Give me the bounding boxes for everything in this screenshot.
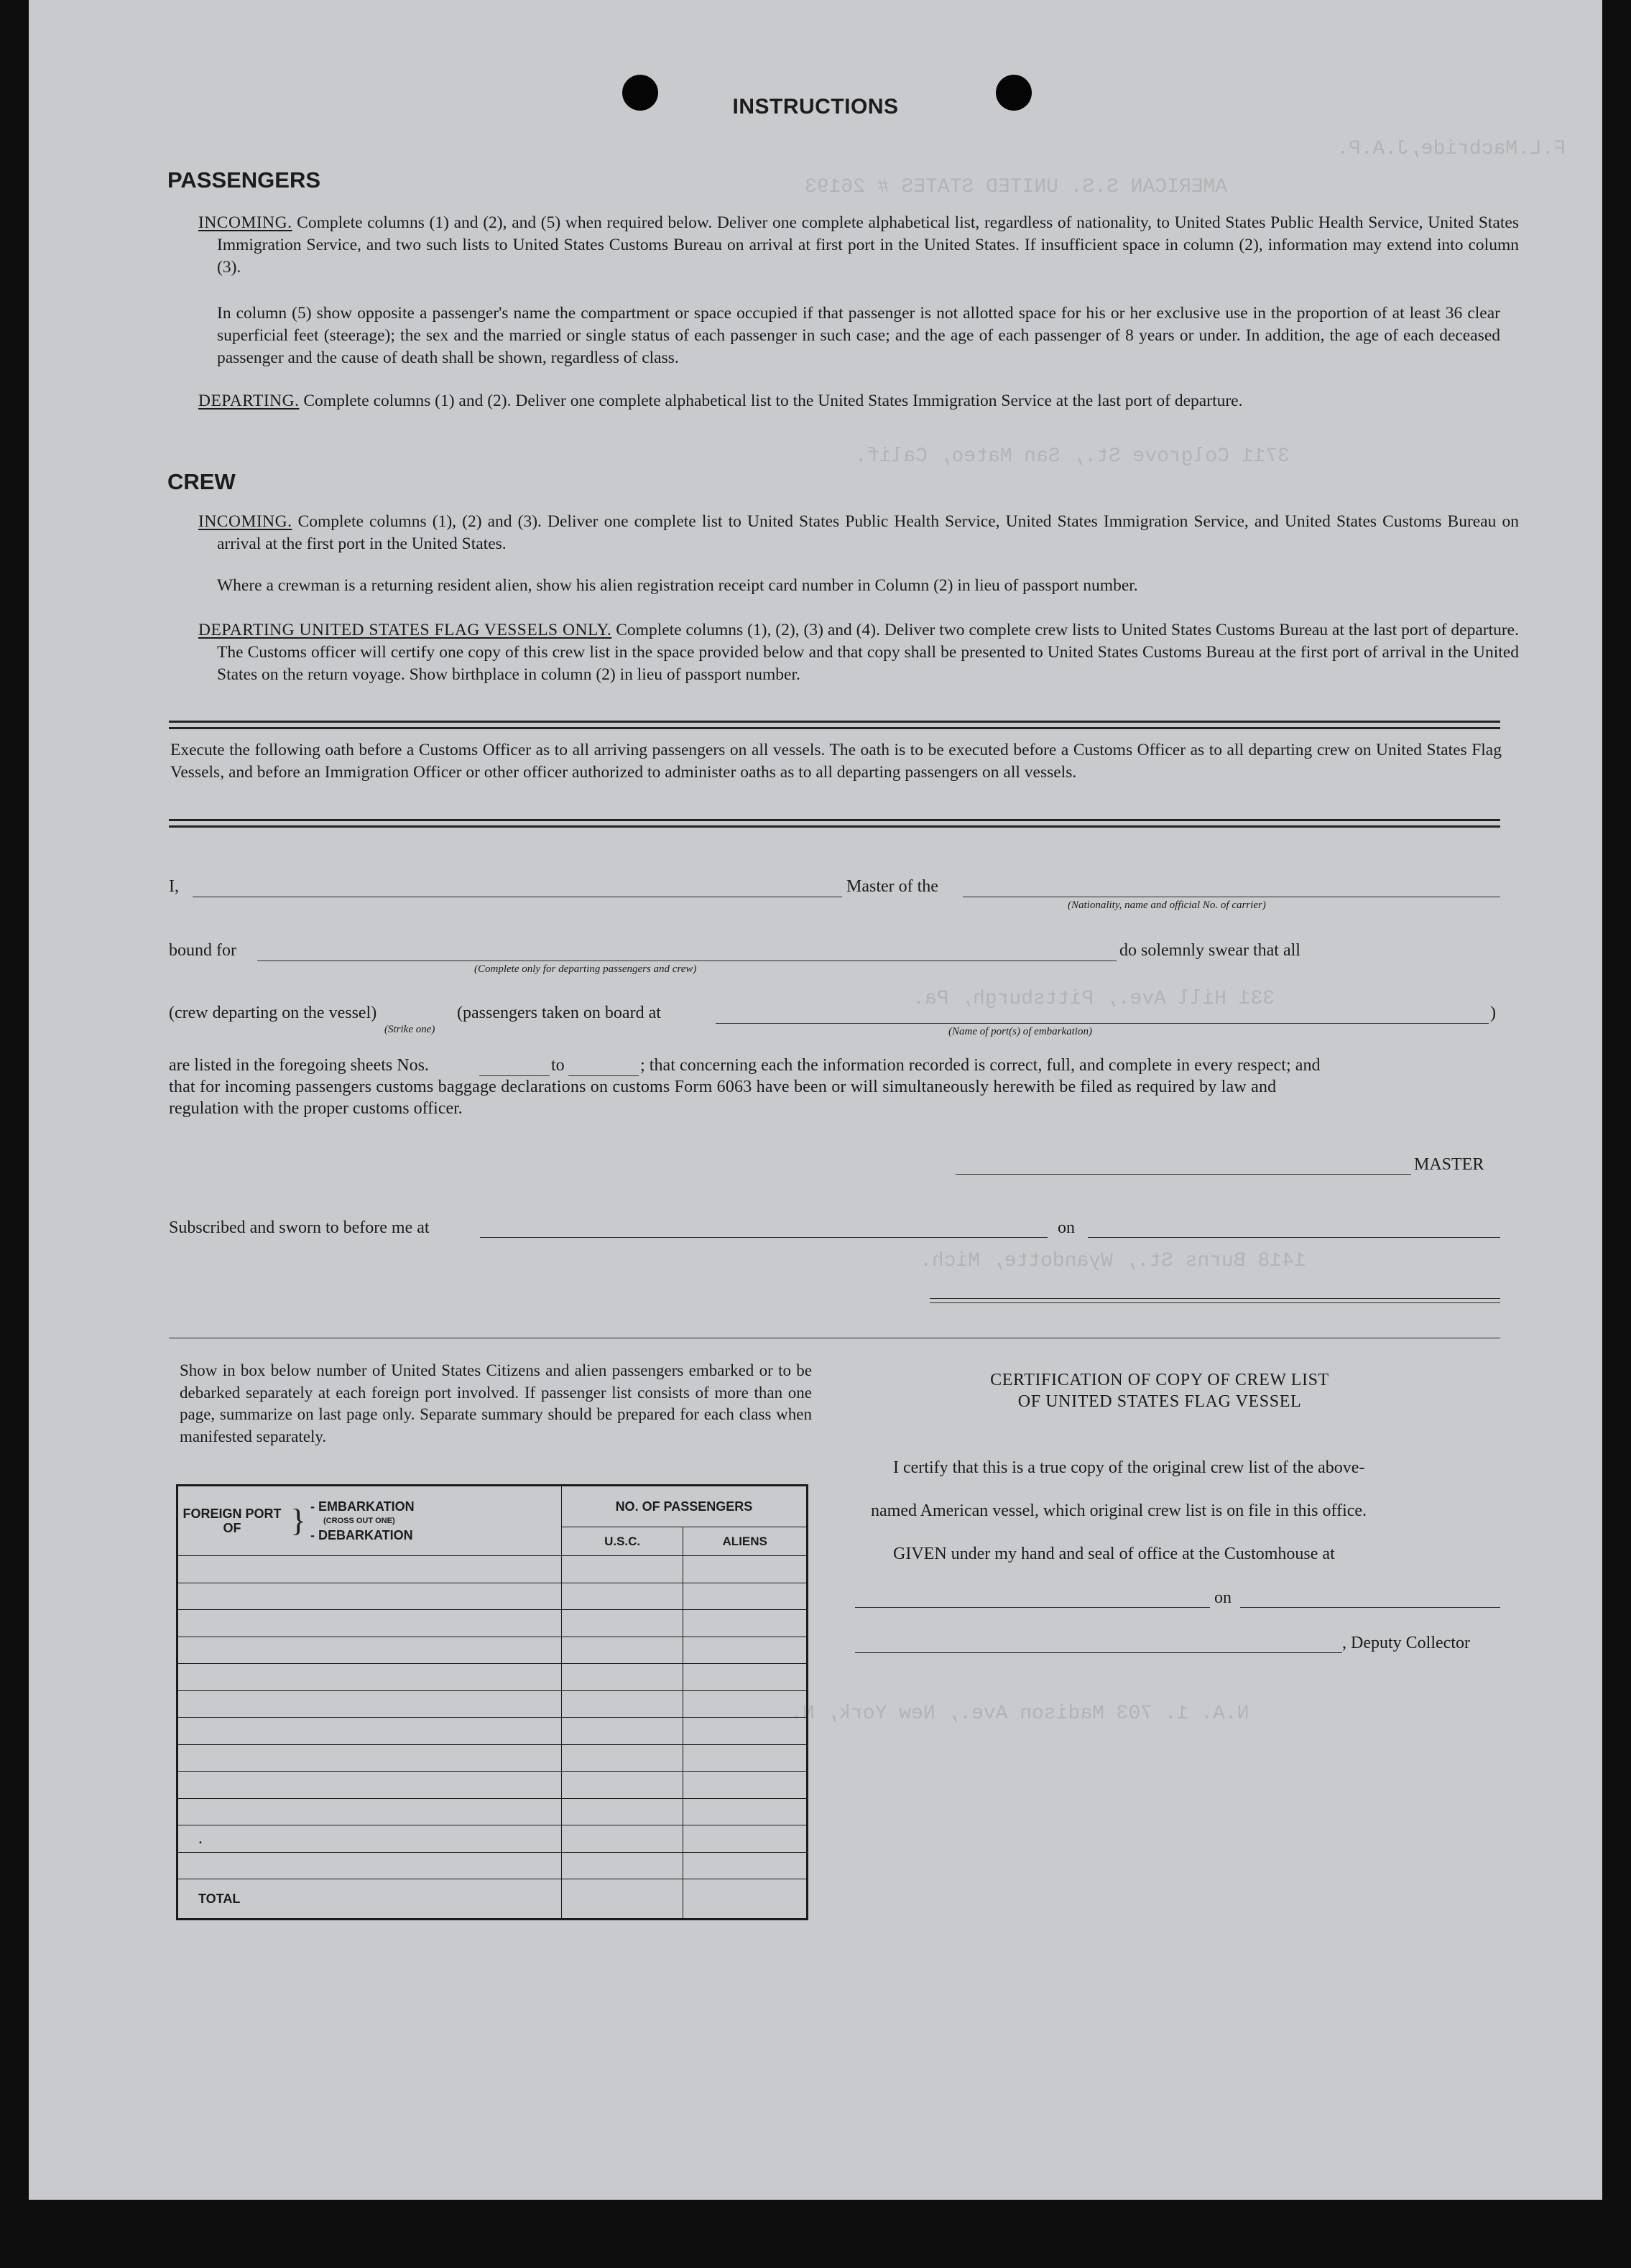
summary-row	[177, 1798, 808, 1825]
section-divider	[169, 819, 1500, 828]
show-through-text: AMERICAN S.S. UNITED STATES # 26193	[805, 176, 1228, 198]
total-aliens-cell[interactable]	[683, 1879, 808, 1920]
summary-port-cell[interactable]	[177, 1798, 562, 1825]
summary-port-cell[interactable]	[177, 1664, 562, 1691]
debarkation-option[interactable]: - DEBARKATION	[310, 1528, 413, 1542]
summary-usc-cell[interactable]	[561, 1825, 683, 1853]
document-page	[29, 0, 1602, 2200]
summary-usc-cell[interactable]	[561, 1664, 683, 1691]
summary-port-cell[interactable]	[177, 1610, 562, 1637]
show-through-text: 3711 Colgrove St., San Mateo, Calif.	[855, 445, 1290, 468]
summary-row	[177, 1637, 808, 1664]
summary-row	[177, 1825, 808, 1853]
summary-usc-cell[interactable]	[561, 1772, 683, 1799]
sworn-on-label: on	[1058, 1218, 1075, 1237]
embarkation-option[interactable]: - EMBARKATION	[310, 1499, 415, 1514]
column5-paragraph: In column (5) show opposite a passenger's name the compartment or space occupied if that passenger is not allotted space for his or her exclusive use in the proportion of at least 36 clear superficial feet (steerage); the sex and the married or single status of each passenger in such case; and the age of each passenger of 8 years or under. In addition, the age of each deceased passenger and the cause of death shall be shown, regardless of class.	[217, 304, 1500, 367]
total-label: TOTAL	[177, 1879, 562, 1920]
section-divider	[169, 721, 1500, 729]
summary-port-cell[interactable]	[177, 1556, 562, 1583]
sworn-place-line[interactable]	[480, 1237, 1048, 1238]
summary-usc-cell[interactable]	[561, 1637, 683, 1664]
strike-one-caption: (Strike one)	[384, 1024, 435, 1035]
oath-i-label: I,	[169, 877, 179, 896]
summary-row	[177, 1664, 808, 1691]
swear-label: do solemnly swear that all	[1119, 941, 1300, 960]
summary-aliens-cell[interactable]	[683, 1690, 808, 1718]
summary-port-cell[interactable]	[177, 1583, 562, 1610]
summary-port-cell[interactable]	[177, 1690, 562, 1718]
crew-resident-paragraph: Where a crewman is a returning resident alien, show his alien registration receipt card number in Column (2) in lieu of passport number.	[217, 576, 1138, 595]
summary-aliens-cell[interactable]	[683, 1664, 808, 1691]
sheet-to-line[interactable]	[568, 1075, 639, 1076]
ports-caption: (Name of port(s) of embarkation)	[948, 1026, 1092, 1037]
listed-text: ; that concerning each the information recorded is correct, full, and complete in every respect; and	[640, 1056, 1321, 1075]
deputy-collector-label: , Deputy Collector	[1342, 1634, 1470, 1652]
summary-usc-cell[interactable]	[561, 1583, 683, 1610]
officer-signature-line	[930, 1302, 1500, 1303]
customhouse-line[interactable]	[855, 1607, 1210, 1608]
summary-row	[177, 1718, 808, 1745]
summary-port-cell[interactable]	[177, 1772, 562, 1799]
summary-usc-cell[interactable]	[561, 1852, 683, 1879]
listed-text-2: that for incoming passengers customs baggage declarations on customs Form 6063 have been or will simultaneously herewith be filed as required by law and	[169, 1078, 1277, 1096]
summary-aliens-cell[interactable]	[683, 1718, 808, 1745]
listed-to-label: to	[551, 1056, 565, 1075]
summary-usc-cell[interactable]	[561, 1556, 683, 1583]
summary-row	[177, 1556, 808, 1583]
port-header-cell	[177, 1486, 562, 1556]
nationality-caption: (Nationality, name and official No. of carrier)	[1068, 899, 1266, 911]
summary-usc-cell[interactable]	[561, 1718, 683, 1745]
crew-departing-label: (crew departing on the vessel)	[169, 1004, 377, 1022]
show-through-text: N.A. 1. 703 Madison Ave., New York, N.	[790, 1703, 1249, 1725]
crew-heading: CREW	[167, 469, 236, 494]
summary-usc-cell[interactable]	[561, 1744, 683, 1772]
total-usc-cell[interactable]	[561, 1879, 683, 1920]
master-of-the-label: Master of the	[846, 877, 938, 896]
instructions-title: INSTRUCTIONS	[732, 95, 899, 119]
summary-aliens-cell[interactable]	[683, 1772, 808, 1799]
passengers-departing-label: DEPARTING.	[198, 392, 300, 410]
summary-aliens-cell[interactable]	[683, 1610, 808, 1637]
summary-port-cell[interactable]: .	[177, 1825, 562, 1853]
certification-line2: named American vessel, which original crew list is on file in this office.	[871, 1501, 1367, 1520]
certification-line3: GIVEN under my hand and seal of office at the Customhouse at	[893, 1545, 1335, 1563]
deputy-signature-line[interactable]	[855, 1652, 1342, 1653]
subscribed-label: Subscribed and sworn to before me at	[169, 1218, 430, 1237]
summary-aliens-cell[interactable]	[683, 1637, 808, 1664]
passengers-taken-label: (passengers taken on board at	[457, 1004, 661, 1022]
crew-departing-label: DEPARTING UNITED STATES FLAG VESSELS ONLY.	[198, 621, 612, 639]
crew-departing-text: Complete columns (1), (2), (3) and (4). Deliver two complete crew lists to United States Customs Bureau at the last port of departure. The Customs officer will certify one copy of this crew list in the space provided below and that copy shall be presented to United States Customs Bureau at the first port of arrival in the United States on the return voyage. Show birthplace in column (2) in lieu of passport number.	[217, 621, 1519, 684]
certification-line1: I certify that this is a true copy of the original crew list of the above-	[893, 1458, 1365, 1477]
cross-out-note: (CROSS OUT ONE)	[323, 1517, 395, 1525]
summary-row	[177, 1690, 808, 1718]
certification-on-label: on	[1214, 1588, 1232, 1607]
passengers-incoming-paragraph	[198, 212, 1519, 279]
listed-text-3: regulation with the proper customs officer.	[169, 1099, 463, 1118]
summary-row	[177, 1772, 808, 1799]
summary-port-cell[interactable]	[177, 1744, 562, 1772]
summary-port-cell[interactable]	[177, 1718, 562, 1745]
passenger-summary-table	[176, 1484, 808, 1920]
officer-signature-line[interactable]	[930, 1298, 1500, 1299]
summary-total-row	[177, 1879, 808, 1920]
usc-header: U.S.C.	[561, 1527, 683, 1556]
summary-row	[177, 1852, 808, 1879]
certification-title	[865, 1369, 1454, 1412]
summary-aliens-cell[interactable]	[683, 1825, 808, 1853]
summary-aliens-cell[interactable]	[683, 1583, 808, 1610]
show-through-text: 1418 Burns St., Wyandotte, Mich.	[920, 1250, 1306, 1272]
oath-intro: Execute the following oath before a Customs Officer as to all arriving passengers on all vessels. The oath is to be executed before a Customs Officer as to all departing crew on United States Flag Vessels, and before an Immigration Officer or other officer authorized to administer oaths as to all departing passengers on all vessels.	[170, 741, 1502, 782]
summary-instructions: Show in box below number of United States Citizens and alien passengers embarked or to be debarked separately at each foreign port involved. If passenger list consists of more than one page, summarize on last page only. Separate summary should be prepared for each class when manifested separately.	[180, 1361, 812, 1445]
brace: }	[290, 1503, 306, 1538]
certification-date-line[interactable]	[1240, 1607, 1500, 1608]
show-through-text: 331 Hill Ave., Pittsburgh, Pa.	[912, 988, 1275, 1010]
certification-title-line1: CERTIFICATION OF COPY OF CREW LIST	[990, 1371, 1329, 1389]
show-through-text: F.L.Macbride,J.A.P.	[1336, 138, 1566, 160]
passengers-heading: PASSENGERS	[167, 167, 321, 193]
summary-aliens-cell[interactable]	[683, 1798, 808, 1825]
passengers-departing-text: Complete columns (1) and (2). Deliver one complete alphabetical list to the United States Immigration Service at the last port of departure.	[299, 392, 1243, 410]
summary-aliens-cell[interactable]	[683, 1852, 808, 1879]
summary-aliens-cell[interactable]	[683, 1556, 808, 1583]
master-signature-line[interactable]	[956, 1174, 1411, 1175]
sworn-date-line[interactable]	[1088, 1237, 1500, 1238]
crew-incoming-text: Complete columns (1), (2) and (3). Deliver one complete list to United States Public Health Service, United States Immigration Service, and United States Customs Bureau on arrival at the first port in the United States.	[217, 512, 1519, 553]
summary-row	[177, 1744, 808, 1772]
summary-usc-cell[interactable]	[561, 1798, 683, 1825]
listed-label: are listed in the foregoing sheets Nos.	[169, 1056, 429, 1075]
foreign-port-header: FOREIGN PORT OF	[182, 1506, 282, 1535]
crew-incoming-paragraph	[198, 511, 1519, 555]
summary-port-cell[interactable]	[177, 1637, 562, 1664]
summary-row	[177, 1583, 808, 1610]
summary-aliens-cell[interactable]	[683, 1744, 808, 1772]
summary-usc-cell[interactable]	[561, 1690, 683, 1718]
passengers-incoming-label: INCOMING.	[198, 213, 292, 232]
crew-departing-paragraph	[198, 619, 1519, 686]
passengers-incoming-text: Complete columns (1) and (2), and (5) when required below. Deliver one complete alphabetical list, regardless of nationality, to United States Public Health Service, United States Immigration Service, and two such lists to United States Customs Bureau on arrival at first port in the United States. If insufficient space in column (2), information may extend into column (3).	[217, 213, 1519, 277]
embarkation-port-line[interactable]	[716, 1023, 1489, 1024]
close-paren: )	[1490, 1004, 1496, 1022]
aliens-header: ALIENS	[683, 1527, 808, 1556]
certification-title-line2: OF UNITED STATES FLAG VESSEL	[1017, 1392, 1302, 1411]
summary-usc-cell[interactable]	[561, 1610, 683, 1637]
sheet-from-line[interactable]	[479, 1075, 550, 1076]
master-label: MASTER	[1414, 1155, 1484, 1174]
crew-incoming-label: INCOMING.	[198, 512, 292, 531]
passengers-departing-paragraph	[198, 390, 1519, 412]
summary-port-cell[interactable]	[177, 1852, 562, 1879]
bound-caption: (Complete only for departing passengers and crew)	[474, 963, 697, 975]
bound-for-label: bound for	[169, 941, 236, 960]
no-passengers-header: NO. OF PASSENGERS	[561, 1486, 807, 1527]
summary-row	[177, 1610, 808, 1637]
